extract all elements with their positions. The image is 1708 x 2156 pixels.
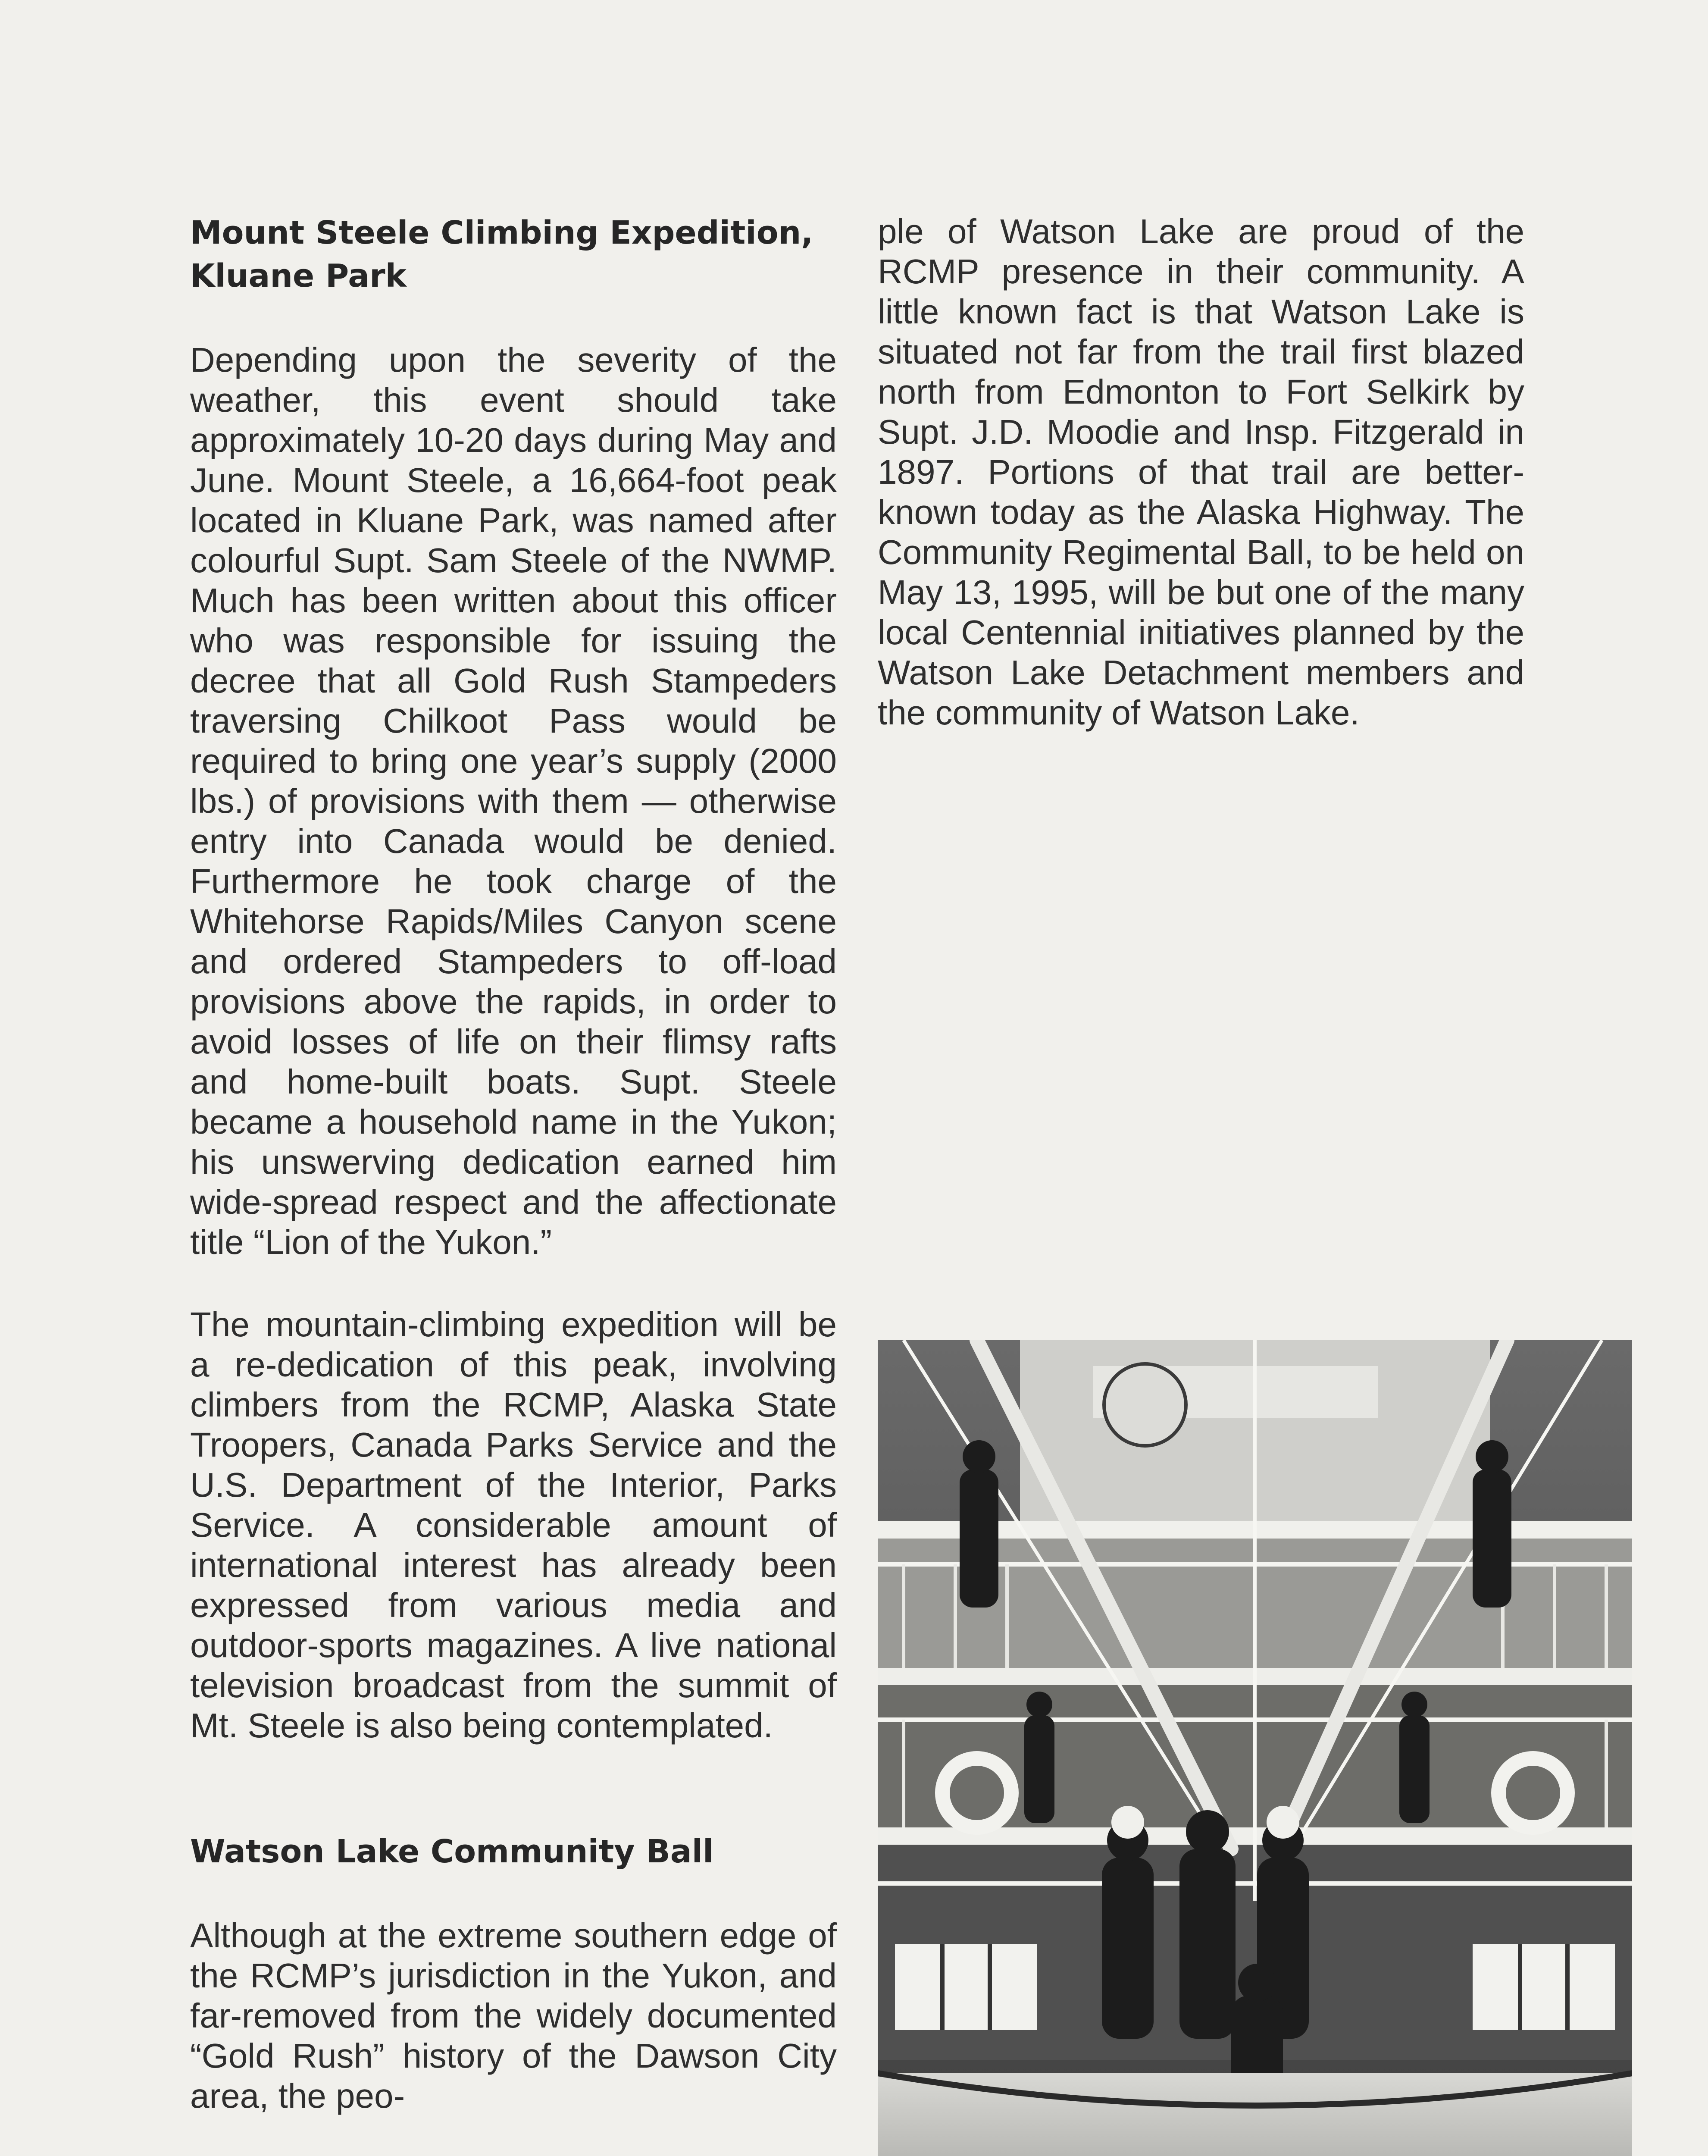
steele-heading: Mount Steele Climbing Expedition, Kluane Park [190,214,813,295]
right-column [878,211,1524,733]
watson-heading: Watson Lake Community Ball [190,1833,714,1870]
watson-paragraph-left: Although at the extreme southern edge of the RCMP’s jurisdiction in the Yukon, and far-removed from the widely documented “Gold Rush” history of the Dawson City area, the peo- [190,1916,837,2115]
sternwheeler-photo [878,1340,1632,2156]
watson-paragraph-right: ple of Watson Lake are proud of the RCMP presence in their community. A little known fact is that Watson Lake is situated not far from the trail first blazed north from Edmonton to Fort Selkirk by Supt. J.D. Moodie and Insp. Fitzgerald in 1897. Portions of that trail are better-known today as the Alaska Highway. The Community Regimental Ball, to be held on May 13, 1995, will be but one of the many local Centennial initiatives planned by the Watson Lake Detachment members and the community of Watson Lake. [878,212,1524,732]
steele-paragraph-2: The mountain-climbing expedition will be a re-dedication of this peak, involving climbers from the RCMP, Alaska State Troopers, Canada Parks Service and the U.S. Department of the Interior, Parks Service. A considerable amount of international interest has already been expressed from various media and outdoor-sports magazines. A live national television broadcast from the summit of Mt. Steele is also being contemplated. [190,1305,837,1745]
photo-illustration [878,1340,1632,2156]
left-column [190,211,837,2116]
steele-paragraph-1: Depending upon the severity of the weather, this event should take approximately 10-20 days during May and June. Mount Steele, a 16,664-foot peak located in Kluane Park, was named after colourful Supt. Sam Steele of the NWMP. Much has been written about this officer who was responsible for issuing the decree that all Gold Rush Stampeders traversing Chilkoot Pass would be required to bring one year’s supply (2000 lbs.) of provisions with them — otherwise entry into Canada would be denied. Furthermore he took charge of the Whitehorse Rapids/Miles Canyon scene and ordered Stampeders to off-load provisions above the rapids, in order to avoid losses of life on their flimsy rafts and home-built boats. Supt. Steele became a household name in the Yukon; his unswerving dedication earned him wide-spread respect and the affectionate title “Lion of the Yukon.” [190,341,837,1261]
